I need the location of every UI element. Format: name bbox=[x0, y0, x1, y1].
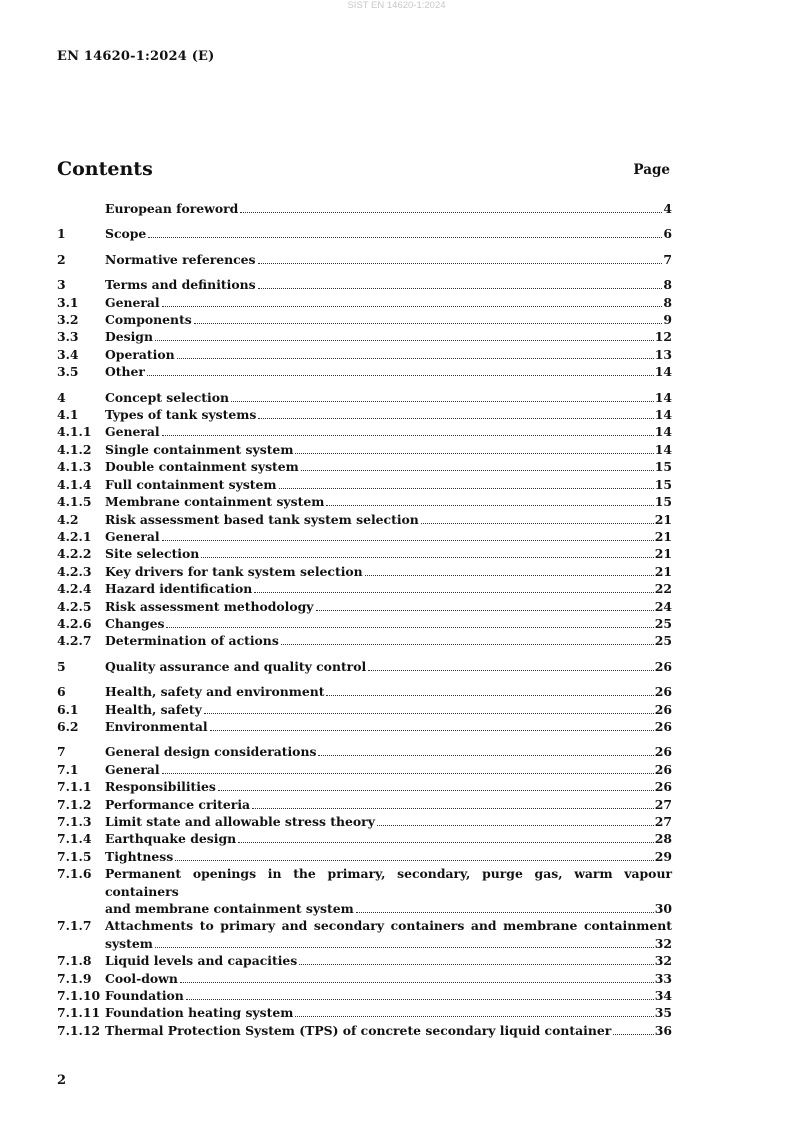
contents-title: Contents bbox=[57, 158, 153, 180]
toc-entry-number: 4.2.7 bbox=[57, 633, 92, 649]
toc-entry-page: 24 bbox=[654, 598, 672, 614]
toc-entry-label: Risk assessment based tank system selection bbox=[105, 511, 419, 527]
toc-entry[interactable] bbox=[57, 276, 672, 293]
toc-entry-label: Operation bbox=[105, 346, 175, 362]
dot-leader bbox=[301, 470, 654, 471]
toc-entry[interactable] bbox=[57, 423, 672, 440]
toc-entry-number: 6.2 bbox=[57, 718, 79, 734]
dot-leader bbox=[180, 982, 654, 983]
toc-entry-label-continued: system bbox=[105, 935, 153, 951]
toc-entry-label: Full containment system bbox=[105, 476, 277, 492]
toc-entry-page: 21 bbox=[654, 528, 672, 544]
toc-entry-page: 22 bbox=[654, 581, 672, 597]
toc-entry-label: Scope bbox=[105, 226, 147, 242]
toc-entry-number: 7.1.2 bbox=[57, 796, 92, 812]
toc-entry-number: 4.1.3 bbox=[57, 459, 92, 475]
toc-entry[interactable] bbox=[57, 830, 672, 847]
toc-entry[interactable] bbox=[57, 406, 672, 423]
toc-entry-label: Determination of actions bbox=[105, 633, 279, 649]
page-column-label: Page bbox=[633, 162, 670, 178]
toc-entry-number: 7.1.7 bbox=[57, 918, 92, 934]
toc-entry[interactable] bbox=[57, 778, 672, 795]
toc-entry-page: 27 bbox=[654, 796, 672, 812]
toc-entry-page: 30 bbox=[654, 901, 672, 917]
toc-entry-number: 4.1.2 bbox=[57, 441, 92, 457]
toc-entry-label: Design bbox=[105, 329, 153, 345]
toc-entry-label: European foreword bbox=[105, 201, 239, 216]
toc-entry-number bbox=[57, 200, 105, 217]
toc-entry-page: 21 bbox=[654, 511, 672, 527]
dot-leader bbox=[238, 842, 654, 843]
toc-entry-label: Attachments to primary and secondary containers and membrane containment bbox=[105, 918, 672, 934]
toc-entry-number: 7.1.8 bbox=[57, 953, 92, 969]
toc-entry[interactable] bbox=[57, 328, 672, 345]
toc-entry-page: 15 bbox=[654, 476, 672, 492]
toc-entry-label: General bbox=[105, 761, 160, 777]
toc-entry[interactable] bbox=[57, 701, 672, 718]
toc-entry[interactable] bbox=[57, 615, 672, 632]
toc-entry-page: 15 bbox=[654, 459, 672, 475]
toc-entry[interactable] bbox=[57, 632, 672, 649]
toc-entry-label: Types of tank systems bbox=[105, 407, 257, 423]
toc-entry[interactable] bbox=[57, 389, 672, 406]
toc-entry-label: Risk assessment methodology bbox=[105, 598, 314, 614]
toc-entry-label: Foundation bbox=[105, 988, 184, 1004]
toc-entry-page: 29 bbox=[654, 848, 672, 864]
toc-entry-label: Thermal Protection System (TPS) of concrete secondary liquid container bbox=[105, 1022, 612, 1038]
toc-entry-page: 12 bbox=[654, 329, 672, 345]
toc-entry-label: Quality assurance and quality control bbox=[105, 658, 367, 674]
toc-entry-label: Environmental bbox=[105, 718, 208, 734]
dot-leader bbox=[155, 947, 654, 948]
toc-entry-number: 2 bbox=[57, 251, 66, 267]
toc-entry[interactable] bbox=[57, 563, 672, 580]
toc-entry-number: 4.2.4 bbox=[57, 581, 92, 597]
toc-entry[interactable] bbox=[57, 761, 672, 778]
toc-entry-number: 3.1 bbox=[57, 294, 79, 310]
dot-leader bbox=[201, 557, 653, 558]
dot-leader bbox=[295, 1016, 653, 1017]
toc-entry-number: 4.2.3 bbox=[57, 563, 92, 579]
toc-entry-label: Health, safety bbox=[105, 701, 202, 717]
toc-entry-label: Key drivers for tank system selection bbox=[105, 563, 363, 579]
dot-leader bbox=[326, 695, 653, 696]
toc-entry[interactable] bbox=[57, 493, 672, 510]
toc-entry-label: Site selection bbox=[105, 546, 200, 562]
toc-entry-page: 14 bbox=[654, 389, 672, 405]
toc-entry-label: Tightness bbox=[105, 848, 174, 864]
toc-entry-number: 3.2 bbox=[57, 312, 79, 328]
toc-entry[interactable] bbox=[57, 580, 672, 597]
dot-leader bbox=[613, 1034, 654, 1035]
toc-entry-page: 14 bbox=[654, 441, 672, 457]
toc-entry-page: 14 bbox=[654, 364, 672, 380]
dot-leader bbox=[356, 912, 654, 913]
toc-entry[interactable] bbox=[57, 718, 672, 735]
toc-entry[interactable] bbox=[57, 848, 672, 865]
toc-entry-label: Changes bbox=[105, 615, 165, 631]
toc-entry-number: 7.1.4 bbox=[57, 831, 92, 847]
toc-entry-page: 26 bbox=[654, 761, 672, 777]
toc-entry-number: 7.1.10 bbox=[57, 988, 101, 1004]
toc-entry[interactable] bbox=[57, 294, 672, 311]
dot-leader bbox=[295, 453, 653, 454]
toc-entry-page: 7 bbox=[663, 251, 672, 267]
toc-entry-label: Membrane containment system bbox=[105, 494, 325, 510]
watermark: SIST EN 14620-1:2024 bbox=[347, 0, 446, 11]
toc-entry-page: 6 bbox=[663, 226, 672, 242]
toc-entry-number: 4.2.1 bbox=[57, 528, 92, 544]
toc-entry-number: 4 bbox=[57, 389, 66, 405]
toc-entry-page: 34 bbox=[654, 988, 672, 1004]
dot-leader bbox=[316, 610, 654, 611]
toc-entry-label: Responsibilities bbox=[105, 779, 216, 795]
toc-entry-number: 5 bbox=[57, 658, 66, 674]
toc-entry[interactable] bbox=[57, 598, 672, 615]
toc-entry-page: 14 bbox=[654, 407, 672, 423]
toc-entry-number: 7.1.3 bbox=[57, 814, 92, 829]
dot-leader bbox=[162, 306, 663, 307]
toc-entry-label: General design considerations bbox=[105, 744, 317, 760]
toc-entry-number: 4.2.6 bbox=[57, 615, 92, 631]
toc-entry[interactable] bbox=[57, 363, 672, 380]
dot-leader bbox=[147, 375, 654, 376]
toc-entry-number: 7.1 bbox=[57, 761, 79, 777]
toc-entry-page: 32 bbox=[654, 935, 672, 951]
toc-entry[interactable] bbox=[57, 917, 672, 952]
toc-entry-page: 26 bbox=[654, 779, 672, 795]
dot-leader bbox=[231, 401, 654, 402]
dot-leader bbox=[377, 825, 654, 826]
toc-entry-page: 4 bbox=[663, 201, 672, 216]
toc-entry-number: 6.1 bbox=[57, 701, 79, 717]
toc-entry-page: 26 bbox=[654, 658, 672, 674]
toc-entry-label: Single containment system bbox=[105, 441, 294, 457]
toc-entry-label: General bbox=[105, 294, 160, 310]
toc-entry-number: 7.1.12 bbox=[57, 1022, 101, 1038]
toc-entry-label: Foundation heating system bbox=[105, 1005, 294, 1021]
dot-leader bbox=[148, 237, 662, 238]
dot-leader bbox=[365, 575, 654, 576]
toc-entry-label: Components bbox=[105, 312, 192, 328]
toc-entry-page: 32 bbox=[654, 953, 672, 969]
toc-entry-label: Concept selection bbox=[105, 389, 229, 405]
toc-entry-number: 7.1.1 bbox=[57, 779, 92, 795]
toc-entry-number: 6 bbox=[57, 684, 66, 700]
toc-entry-label: Earthquake design bbox=[105, 831, 237, 847]
toc-entry[interactable] bbox=[57, 970, 672, 987]
toc-entry-number: 3.4 bbox=[57, 346, 79, 362]
toc-entry-label: Health, safety and environment bbox=[105, 684, 325, 700]
toc-entry-page: 25 bbox=[654, 615, 672, 631]
dot-leader bbox=[186, 999, 654, 1000]
dot-leader bbox=[279, 488, 654, 489]
toc-entry-page: 14 bbox=[654, 424, 672, 440]
toc-entry-page: 15 bbox=[654, 494, 672, 510]
toc-entry-page: 33 bbox=[654, 970, 672, 986]
toc-entry-number: 3.3 bbox=[57, 329, 79, 345]
toc-entry[interactable] bbox=[57, 813, 672, 830]
toc-entry-label: Hazard identification bbox=[105, 581, 253, 597]
toc-entry-number: 4.1.5 bbox=[57, 494, 92, 510]
dot-leader bbox=[318, 755, 653, 756]
toc-entry-number: 4.2.2 bbox=[57, 546, 92, 562]
toc-entry-label: Other bbox=[105, 364, 145, 380]
toc-entry-page: 8 bbox=[663, 277, 672, 293]
toc-entry-label: Normative references bbox=[105, 251, 256, 267]
dot-leader bbox=[326, 505, 653, 506]
dot-leader bbox=[281, 644, 654, 645]
toc-entry-label-continued: and membrane containment system bbox=[105, 901, 354, 917]
dot-leader bbox=[166, 627, 653, 628]
footer-page-number: 2 bbox=[57, 1073, 67, 1088]
dot-leader bbox=[299, 964, 653, 965]
toc-entry-number: 1 bbox=[57, 226, 66, 242]
toc-entry-page: 36 bbox=[654, 1022, 672, 1038]
table-of-contents bbox=[57, 200, 672, 1039]
toc-entry-page: 28 bbox=[654, 831, 672, 847]
toc-entry-number: 7 bbox=[57, 744, 66, 760]
toc-entry-label: Performance criteria bbox=[105, 796, 251, 812]
toc-entry-number: 4.1 bbox=[57, 407, 79, 423]
toc-entry-number: 4.1.1 bbox=[57, 424, 92, 440]
toc-entry-number: 4.2 bbox=[57, 511, 79, 527]
toc-entry-label: Limit state and allowable stress theory bbox=[105, 814, 375, 829]
toc-entry-page: 27 bbox=[654, 814, 672, 829]
toc-entry-label: Permanent openings in the primary, secondary, purge gas, warm vapour containers bbox=[105, 866, 672, 899]
toc-entry-page: 8 bbox=[663, 294, 672, 310]
toc-entry-page: 21 bbox=[654, 563, 672, 579]
dot-leader bbox=[162, 435, 654, 436]
toc-entry[interactable] bbox=[57, 987, 672, 1004]
dot-leader bbox=[194, 323, 663, 324]
toc-entry-page: 26 bbox=[654, 684, 672, 700]
toc-entry[interactable] bbox=[57, 441, 672, 458]
toc-entry-number: 3 bbox=[57, 277, 66, 293]
toc-entry[interactable] bbox=[57, 865, 672, 917]
dot-leader bbox=[162, 540, 654, 541]
toc-entry[interactable] bbox=[57, 200, 672, 217]
toc-entry-page: 26 bbox=[654, 718, 672, 734]
toc-entry[interactable] bbox=[57, 545, 672, 562]
toc-entry-label: General bbox=[105, 424, 160, 440]
toc-entry-label: Terms and definitions bbox=[105, 277, 256, 293]
toc-entry-number: 4.2.5 bbox=[57, 598, 92, 614]
dot-leader bbox=[177, 358, 654, 359]
toc-entry[interactable] bbox=[57, 1004, 672, 1021]
toc-entry-number: 7.1.11 bbox=[57, 1005, 101, 1021]
dot-leader bbox=[162, 773, 654, 774]
toc-entry[interactable] bbox=[57, 952, 672, 969]
dot-leader bbox=[204, 713, 654, 714]
toc-entry[interactable] bbox=[57, 658, 672, 675]
toc-entry-label: Liquid levels and capacities bbox=[105, 953, 298, 969]
dot-leader bbox=[240, 212, 662, 213]
dot-leader bbox=[421, 523, 654, 524]
toc-entry-page: 26 bbox=[654, 744, 672, 760]
toc-entry-page: 9 bbox=[663, 312, 672, 328]
toc-entry[interactable] bbox=[57, 528, 672, 545]
toc-entry-number: 7.1.9 bbox=[57, 970, 92, 986]
dot-leader bbox=[254, 592, 653, 593]
toc-entry[interactable] bbox=[57, 1022, 672, 1039]
toc-entry-number: 3.5 bbox=[57, 364, 79, 380]
dot-leader bbox=[258, 263, 663, 264]
dot-leader bbox=[155, 340, 654, 341]
dot-leader bbox=[258, 418, 653, 419]
toc-entry[interactable] bbox=[57, 476, 672, 493]
dot-leader bbox=[368, 670, 654, 671]
toc-entry-label: Cool-down bbox=[105, 970, 178, 986]
toc-entry[interactable] bbox=[57, 743, 672, 760]
toc-entry[interactable] bbox=[57, 458, 672, 475]
toc-entry-page: 25 bbox=[654, 633, 672, 649]
toc-entry-label: General bbox=[105, 528, 160, 544]
dot-leader bbox=[258, 288, 663, 289]
toc-entry[interactable] bbox=[57, 346, 672, 363]
toc-entry-number: 7.1.6 bbox=[57, 866, 92, 882]
dot-leader bbox=[210, 730, 654, 731]
dot-leader bbox=[252, 808, 654, 809]
toc-entry-page: 13 bbox=[654, 346, 672, 362]
toc-entry-page: 35 bbox=[654, 1005, 672, 1021]
toc-entry-page: 21 bbox=[654, 546, 672, 562]
dot-leader bbox=[175, 860, 654, 861]
dot-leader bbox=[218, 790, 654, 791]
toc-entry-page: 26 bbox=[654, 701, 672, 717]
toc-entry-number: 4.1.4 bbox=[57, 476, 92, 492]
toc-entry[interactable] bbox=[57, 311, 672, 328]
toc-entry-label: Double containment system bbox=[105, 459, 299, 475]
document-id-header: EN 14620-1:2024 (E) bbox=[57, 49, 215, 64]
toc-entry[interactable] bbox=[57, 683, 672, 700]
toc-entry[interactable] bbox=[57, 796, 672, 813]
toc-entry[interactable] bbox=[57, 225, 672, 242]
toc-entry[interactable] bbox=[57, 511, 672, 528]
toc-entry-number: 7.1.5 bbox=[57, 848, 92, 864]
toc-entry[interactable] bbox=[57, 251, 672, 268]
